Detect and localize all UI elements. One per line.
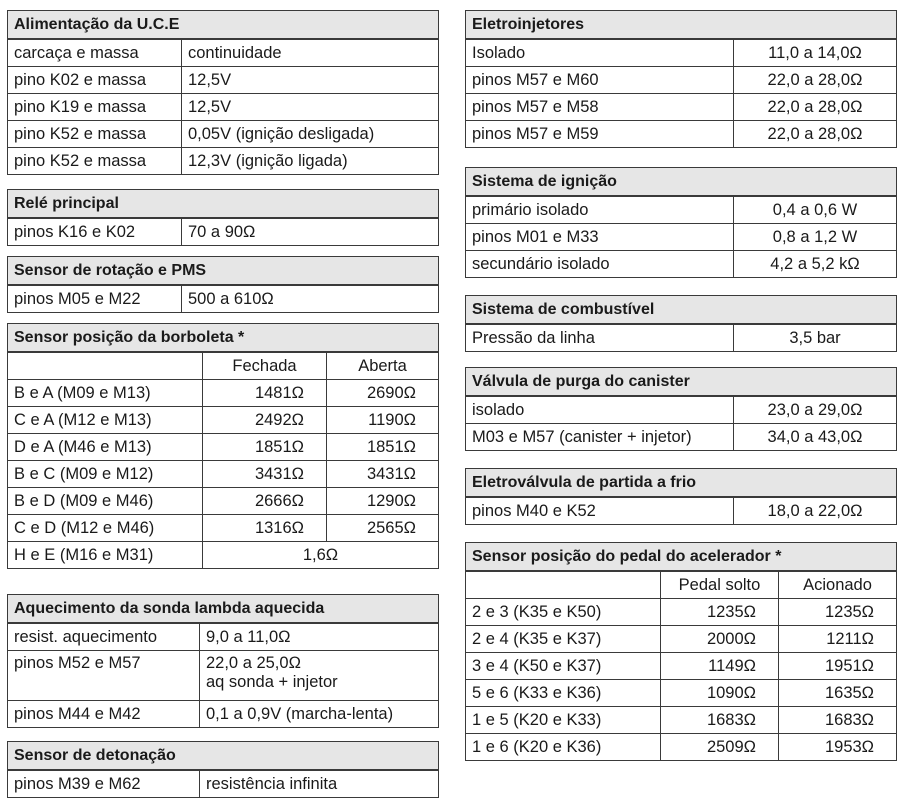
table-row <box>8 515 439 542</box>
table-title: Aquecimento da sonda lambda aquecida <box>8 595 439 624</box>
value-aberta: 2565Ω <box>327 515 439 542</box>
table-row <box>466 396 897 424</box>
row-label: pinos M05 e M22 <box>8 285 182 313</box>
row-label: H e E (M16 e M31) <box>8 542 203 569</box>
row-value: 22,0 a 28,0Ω <box>734 121 897 148</box>
table-row <box>8 623 439 651</box>
table-row <box>8 701 439 728</box>
row-label: pinos M57 e M59 <box>466 121 734 148</box>
value-pedal-solto: 2000Ω <box>661 626 779 653</box>
table-row <box>466 707 897 734</box>
table-row <box>8 770 439 798</box>
table-row <box>466 224 897 251</box>
table-alimentacao-uce <box>7 10 439 175</box>
value-fechada: 3431Ω <box>203 461 327 488</box>
table-title: Sensor de detonação <box>8 742 439 771</box>
row-label: C e D (M12 e M46) <box>8 515 203 542</box>
row-label: C e A (M12 e M13) <box>8 407 203 434</box>
value-acionado: 1211Ω <box>779 626 897 653</box>
value-aberta: 2690Ω <box>327 380 439 407</box>
value-acionado: 1235Ω <box>779 599 897 626</box>
row-value: continuidade <box>182 39 439 67</box>
row-value: 9,0 a 11,0Ω <box>200 623 439 651</box>
table-title: Sistema de combustível <box>466 296 897 325</box>
value-fechada: 1851Ω <box>203 434 327 461</box>
empty-cell <box>466 571 661 599</box>
table-row <box>466 680 897 707</box>
value-merged: 1,6Ω <box>203 542 439 569</box>
row-value: 4,2 a 5,2 kΩ <box>734 251 897 278</box>
value-pedal-solto: 1090Ω <box>661 680 779 707</box>
table-row <box>466 324 897 352</box>
column-header-aberta: Aberta <box>327 352 439 380</box>
table-title: Sensor de rotação e PMS <box>8 257 439 286</box>
row-label: pinos M57 e M60 <box>466 67 734 94</box>
row-label: pinos M40 e K52 <box>466 497 734 525</box>
table-row <box>466 734 897 761</box>
table-sistema-combustivel <box>465 295 897 352</box>
value-fechada: 1481Ω <box>203 380 327 407</box>
row-label: 1 e 6 (K20 e K36) <box>466 734 661 761</box>
table-sensor-borboleta <box>7 323 439 569</box>
table-row <box>466 497 897 525</box>
table-row <box>466 251 897 278</box>
row-label: pino K52 e massa <box>8 148 182 175</box>
column-header-acionado: Acionado <box>779 571 897 599</box>
table-sensor-rotacao <box>7 256 439 313</box>
row-label: pinos K16 e K02 <box>8 218 182 246</box>
row-value: 0,8 a 1,2 W <box>734 224 897 251</box>
row-label: B e C (M09 e M12) <box>8 461 203 488</box>
table-row <box>8 461 439 488</box>
table-row <box>466 67 897 94</box>
table-row <box>466 424 897 451</box>
row-value <box>200 651 439 701</box>
row-label: D e A (M46 e M13) <box>8 434 203 461</box>
value-acionado: 1683Ω <box>779 707 897 734</box>
row-label: isolado <box>466 396 734 424</box>
row-label: pinos M01 e M33 <box>466 224 734 251</box>
row-value: 3,5 bar <box>734 324 897 352</box>
value-aberta: 1290Ω <box>327 488 439 515</box>
value-pedal-solto: 1149Ω <box>661 653 779 680</box>
row-value: 23,0 a 29,0Ω <box>734 396 897 424</box>
row-value: 0,4 a 0,6 W <box>734 196 897 224</box>
row-label: M03 e M57 (canister + injetor) <box>466 424 734 451</box>
table-title: Eletroválvula de partida a frio <box>466 469 897 498</box>
value-pedal-solto: 2509Ω <box>661 734 779 761</box>
row-label: Isolado <box>466 39 734 67</box>
value-fechada: 2492Ω <box>203 407 327 434</box>
row-label: 2 e 3 (K35 e K50) <box>466 599 661 626</box>
table-row <box>8 651 439 701</box>
table-row <box>8 542 439 569</box>
row-label: Pressão da linha <box>466 324 734 352</box>
table-row <box>8 434 439 461</box>
value-fechada: 2666Ω <box>203 488 327 515</box>
row-value: 70 a 90Ω <box>182 218 439 246</box>
row-label: carcaça e massa <box>8 39 182 67</box>
column-header-pedal-solto: Pedal solto <box>661 571 779 599</box>
row-label: pinos M52 e M57 <box>8 651 200 701</box>
value-pedal-solto: 1683Ω <box>661 707 779 734</box>
table-title: Sistema de ignição <box>466 168 897 197</box>
table-title: Sensor posição do pedal do acelerador * <box>466 543 897 572</box>
value-aberta: 1190Ω <box>327 407 439 434</box>
table-title: Alimentação da U.C.E <box>8 11 439 40</box>
row-label: pinos M39 e M62 <box>8 770 200 798</box>
value-line-1: 22,0 a 25,0Ω <box>206 654 301 672</box>
table-subheader <box>466 571 897 599</box>
table-valvula-purga <box>465 367 897 451</box>
table-row <box>466 653 897 680</box>
table-sensor-detonacao <box>7 741 439 798</box>
row-label: 5 e 6 (K33 e K36) <box>466 680 661 707</box>
table-row <box>8 39 439 67</box>
row-value: 0,1 a 0,9V (marcha-lenta) <box>200 701 439 728</box>
row-value: 12,5V <box>182 94 439 121</box>
value-aberta: 3431Ω <box>327 461 439 488</box>
value-acionado: 1635Ω <box>779 680 897 707</box>
table-eletroinjetores <box>465 10 897 148</box>
table-row <box>466 39 897 67</box>
table-row <box>8 67 439 94</box>
row-label: secundário isolado <box>466 251 734 278</box>
table-row <box>8 218 439 246</box>
value-acionado: 1953Ω <box>779 734 897 761</box>
table-subheader <box>8 352 439 380</box>
table-row <box>466 626 897 653</box>
value-aberta: 1851Ω <box>327 434 439 461</box>
table-sonda-lambda <box>7 594 439 728</box>
table-row <box>466 94 897 121</box>
row-label: pinos M44 e M42 <box>8 701 200 728</box>
row-label: pinos M57 e M58 <box>466 94 734 121</box>
row-label: primário isolado <box>466 196 734 224</box>
table-title: Sensor posição da borboleta * <box>8 324 439 353</box>
value-acionado: 1951Ω <box>779 653 897 680</box>
row-value: 12,5V <box>182 67 439 94</box>
row-value: 0,05V (ignição desligada) <box>182 121 439 148</box>
table-title: Relé principal <box>8 190 439 219</box>
table-row <box>8 121 439 148</box>
column-header-fechada: Fechada <box>203 352 327 380</box>
row-label: 2 e 4 (K35 e K37) <box>466 626 661 653</box>
row-label: B e D (M09 e M46) <box>8 488 203 515</box>
table-row <box>466 121 897 148</box>
table-sensor-pedal <box>465 542 897 761</box>
table-title: Válvula de purga do canister <box>466 368 897 397</box>
row-value: 12,3V (ignição ligada) <box>182 148 439 175</box>
row-label: resist. aquecimento <box>8 623 200 651</box>
row-label: pino K02 e massa <box>8 67 182 94</box>
row-value: 34,0 a 43,0Ω <box>734 424 897 451</box>
table-eletrovalvula-partida <box>465 468 897 525</box>
table-rele-principal <box>7 189 439 246</box>
row-value: 500 a 610Ω <box>182 285 439 313</box>
row-value: 11,0 a 14,0Ω <box>734 39 897 67</box>
value-line-2: aq sonda + injetor <box>206 673 338 691</box>
row-value: resistência infinita <box>200 770 439 798</box>
table-row <box>466 599 897 626</box>
row-value: 22,0 a 28,0Ω <box>734 94 897 121</box>
table-row <box>8 488 439 515</box>
row-label: 1 e 5 (K20 e K33) <box>466 707 661 734</box>
table-row <box>8 285 439 313</box>
row-label: B e A (M09 e M13) <box>8 380 203 407</box>
table-row <box>8 94 439 121</box>
row-value: 18,0 a 22,0Ω <box>734 497 897 525</box>
table-sistema-ignicao <box>465 167 897 278</box>
table-row <box>8 148 439 175</box>
row-label: 3 e 4 (K50 e K37) <box>466 653 661 680</box>
value-fechada: 1316Ω <box>203 515 327 542</box>
table-row <box>466 196 897 224</box>
value-pedal-solto: 1235Ω <box>661 599 779 626</box>
table-title: Eletroinjetores <box>466 11 897 40</box>
table-row <box>8 380 439 407</box>
row-label: pino K52 e massa <box>8 121 182 148</box>
table-row <box>8 407 439 434</box>
empty-cell <box>8 352 203 380</box>
row-value: 22,0 a 28,0Ω <box>734 67 897 94</box>
row-label: pino K19 e massa <box>8 94 182 121</box>
